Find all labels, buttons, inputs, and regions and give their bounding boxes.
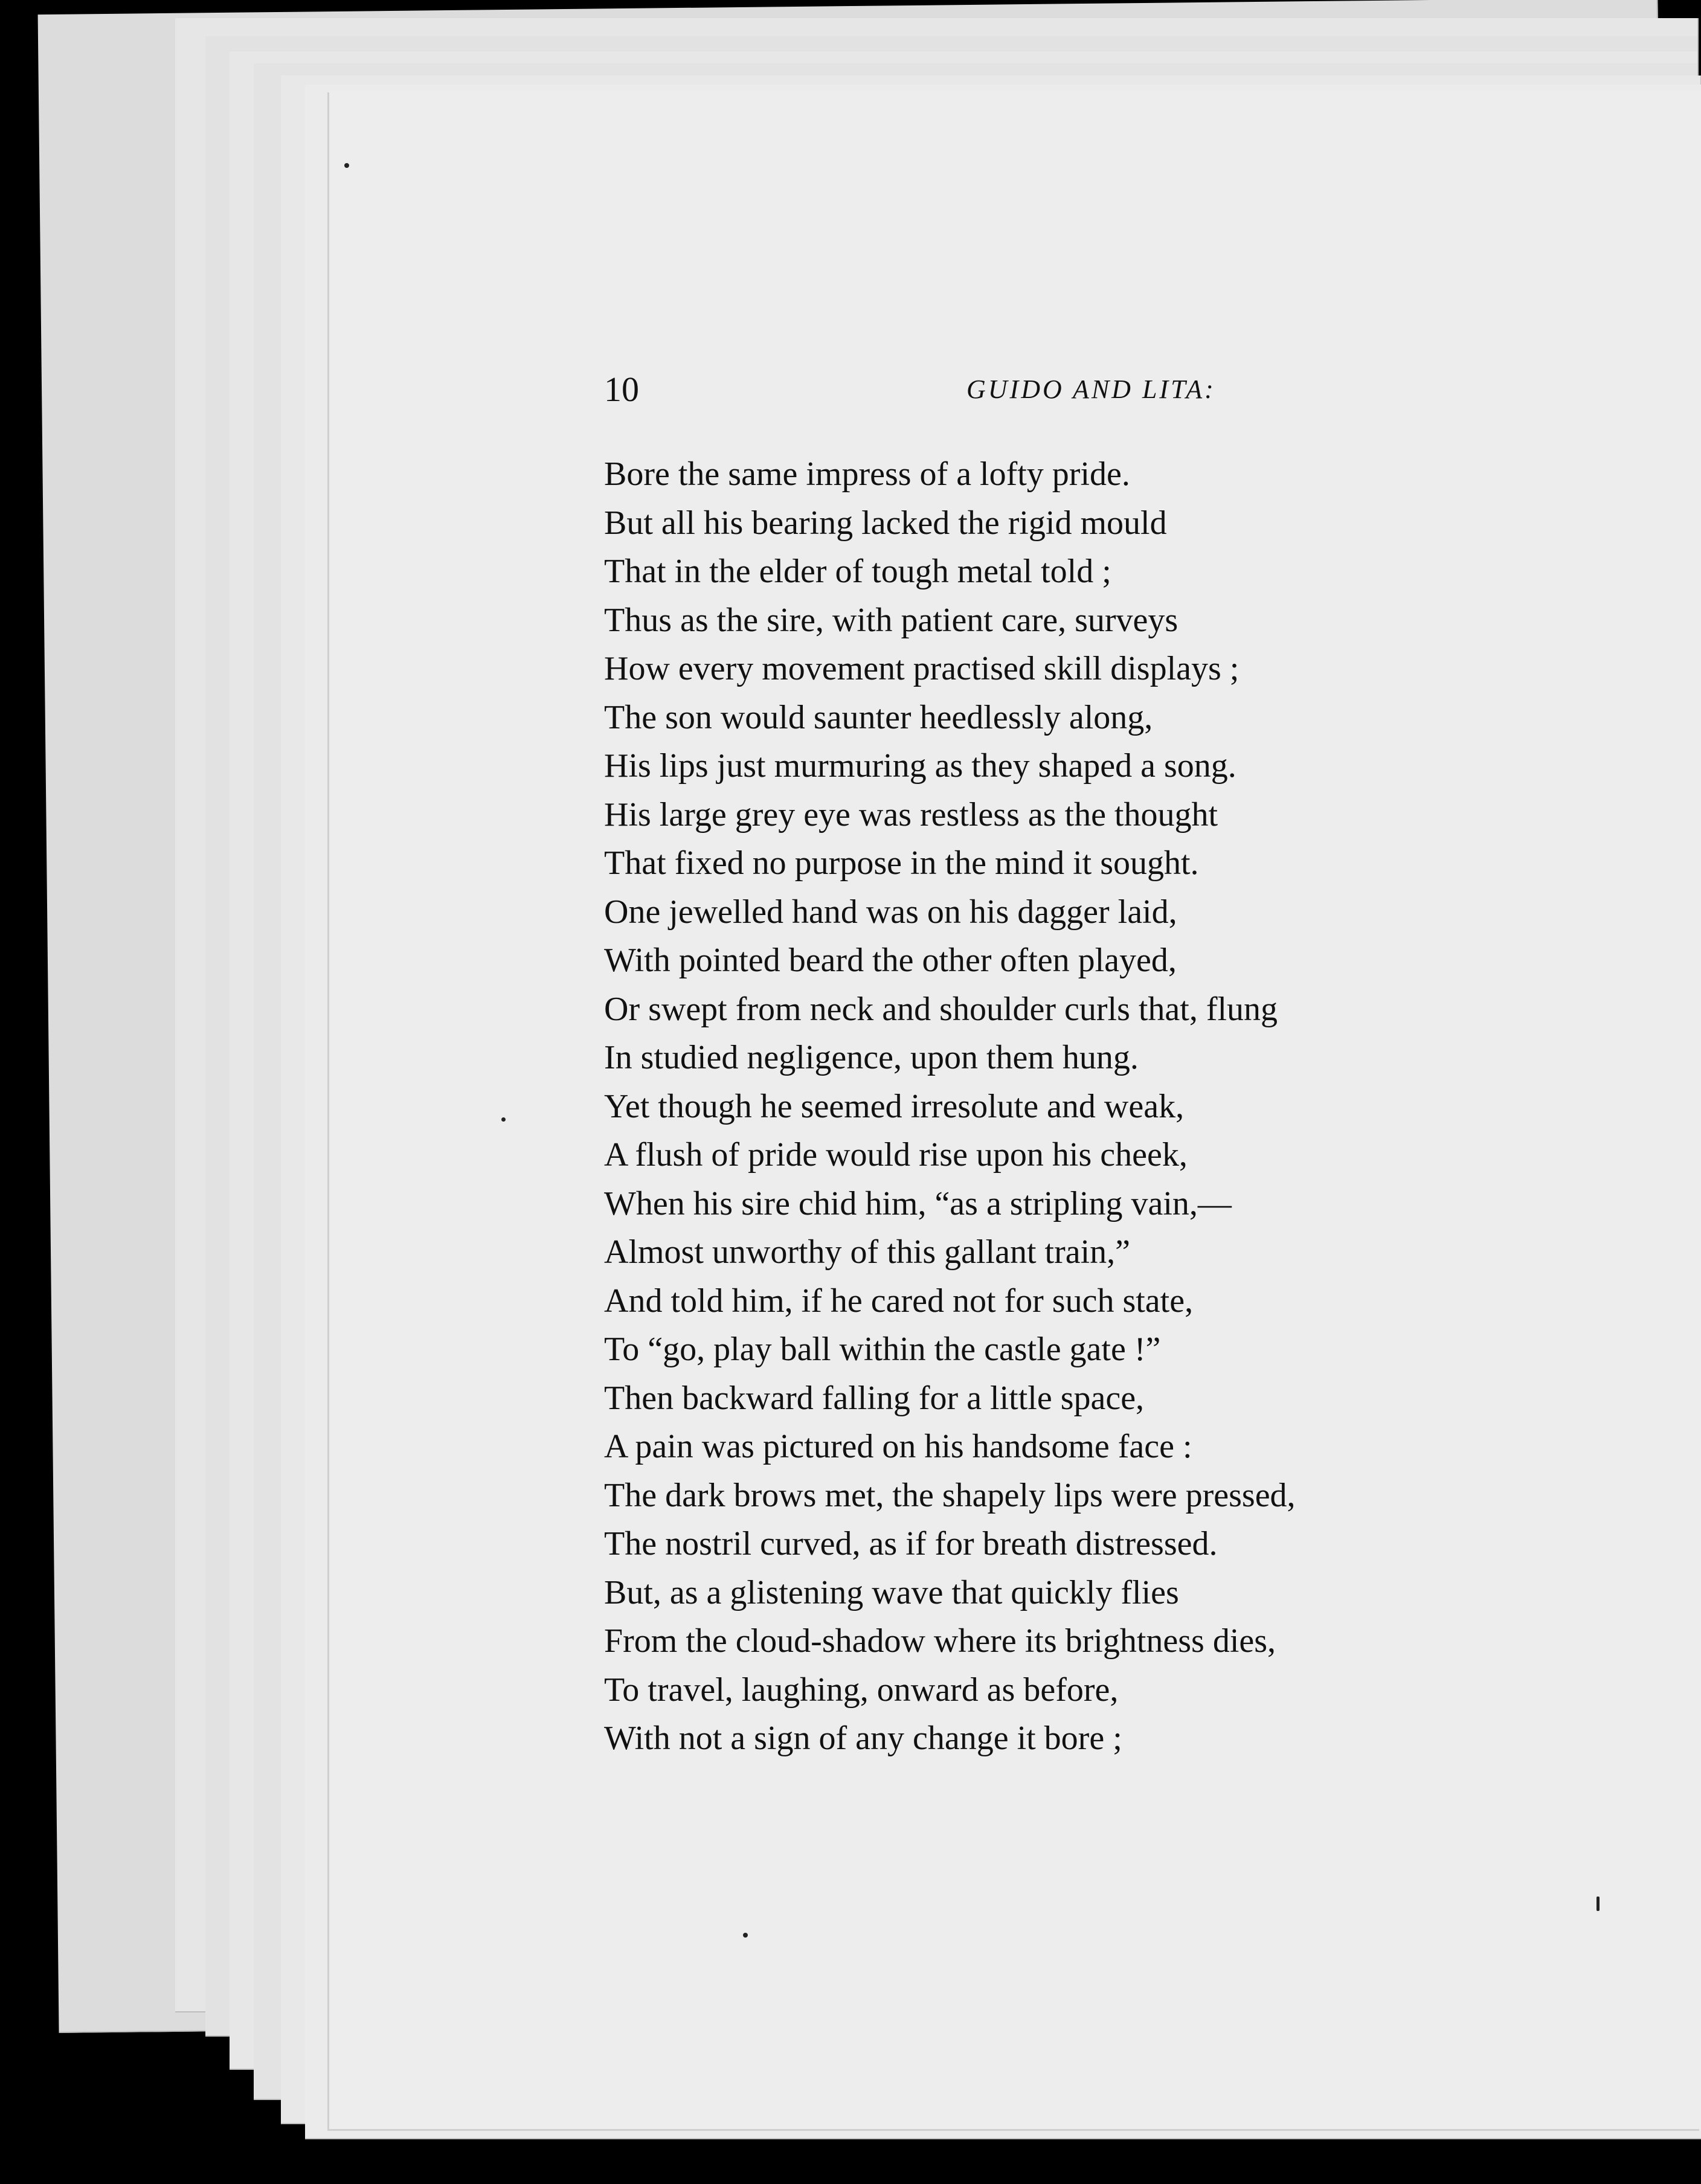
verse-line: And told him, if he cared not for such state, [604, 1282, 1194, 1320]
scan-speck [501, 1117, 506, 1122]
poem-verse [604, 450, 1474, 1763]
verse-line: A pain was pictured on his handsome face : [604, 1428, 1192, 1465]
verse-line: With not a sign of any change it bore ; [604, 1720, 1122, 1757]
verse-line: But, as a glistening wave that quickly flies [604, 1573, 1179, 1611]
verse-line: In studied negligence, upon them hung. [604, 1039, 1139, 1076]
verse-line: To “go, play ball within the castle gate !” [604, 1331, 1161, 1368]
verse-line: Then backward falling for a little space, [604, 1379, 1145, 1417]
verse-line: But all his bearing lacked the rigid mould [604, 504, 1167, 542]
verse-line: That in the elder of tough metal told ; [604, 553, 1111, 590]
running-head [604, 365, 1256, 414]
verse-line: Thus as the sire, with patient care, surveys [604, 601, 1178, 639]
scan-speck [1596, 1897, 1600, 1911]
verse-line: From the cloud-shadow where its brightness dies, [604, 1622, 1276, 1660]
verse-line: With pointed beard the other often played, [604, 942, 1177, 979]
verse-line: That fixed no purpose in the mind it sought. [604, 844, 1199, 882]
verse-line: Yet though he seemed irresolute and weak, [604, 1087, 1185, 1125]
page-number: 10 [604, 370, 639, 409]
verse-line: Bore the same impress of a lofty pride. [604, 455, 1130, 493]
running-title: GUIDO AND LITA: [966, 374, 1216, 404]
verse-line: His lips just murmuring as they shaped a song. [604, 747, 1236, 785]
verse-line: When his sire chid him, “as a stripling vain,— [604, 1184, 1232, 1222]
scan-speck [743, 1933, 748, 1938]
verse-line: A flush of pride would rise upon his cheek, [604, 1136, 1188, 1174]
scan-speck [344, 163, 349, 168]
verse-line: His large grey eye was restless as the thought [604, 795, 1218, 833]
verse-line: The dark brows met, the shapely lips were pressed, [604, 1476, 1296, 1514]
verse-line: Or swept from neck and shoulder curls that, flung [604, 990, 1278, 1028]
verse-line: To travel, laughing, onward as before, [604, 1671, 1119, 1709]
verse-line: One jewelled hand was on his dagger laid, [604, 893, 1177, 931]
verse-line: How every movement practised skill displays ; [604, 650, 1240, 687]
verse-line: The son would saunter heedlessly along, [604, 698, 1153, 736]
verse-line: The nostril curved, as if for breath distressed. [604, 1525, 1218, 1563]
verse-line: Almost unworthy of this gallant train,” [604, 1233, 1130, 1271]
